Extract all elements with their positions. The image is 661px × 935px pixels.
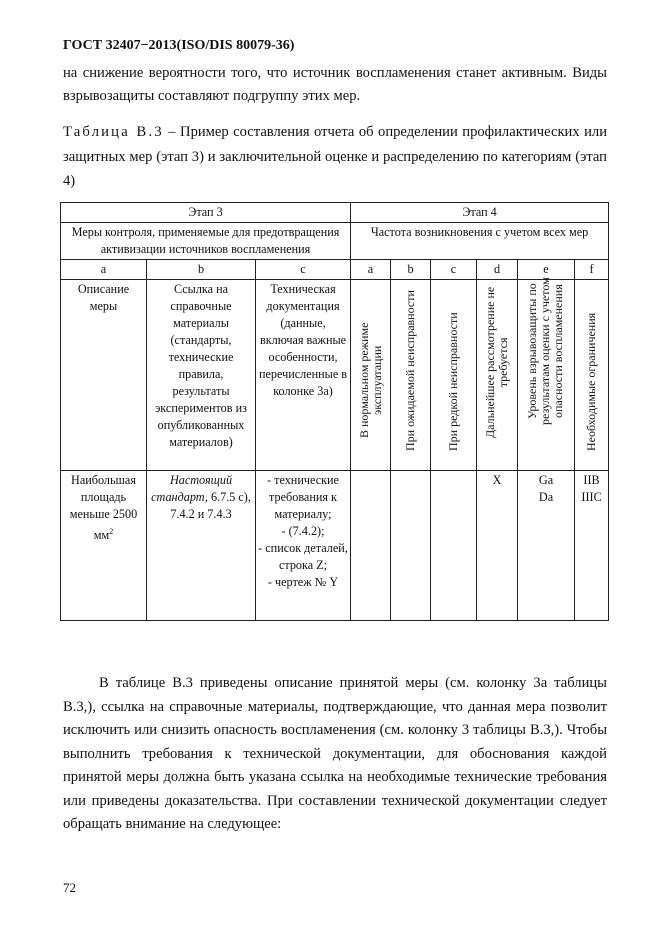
- vertical-label: эксплуатации: [369, 345, 384, 415]
- letter-cell: f: [575, 260, 609, 280]
- vertical-label: В нормальном режиме: [356, 322, 371, 438]
- stage3-subheading: Меры контроля, применяемые для предотвращения активизации источников воспламенения: [61, 223, 351, 260]
- letter-cell: c: [256, 260, 351, 280]
- table-row: [61, 471, 609, 621]
- col-4f-header: [575, 280, 609, 471]
- letter-cell: c: [431, 260, 477, 280]
- col-4c-header: [431, 280, 477, 471]
- row-protection-level: Ga Da: [518, 471, 575, 621]
- vertical-label: опасности воспламенения: [551, 284, 566, 419]
- vertical-label: результатам оценки с учетом: [538, 277, 553, 425]
- col-4b-header: [391, 280, 431, 471]
- row-cell-empty: [391, 471, 431, 621]
- col-a-header: Описание меры: [61, 280, 147, 471]
- row-documentation: - технические требования к материалу; - (7.4.2); - список деталей, строка Z; - чертеж № Y: [256, 471, 351, 621]
- letter-cell: b: [391, 260, 431, 280]
- stage4-heading: Этап 4: [351, 203, 609, 223]
- table-caption: [63, 120, 607, 194]
- col-4e-header: [518, 277, 575, 471]
- table-caption-label: Таблица В.3: [63, 124, 164, 140]
- letter-cell: d: [477, 260, 518, 280]
- letter-cell: a: [351, 260, 391, 280]
- vertical-label: Необходимые ограничения: [583, 312, 598, 451]
- vertical-label: При ожидаемой неисправности: [402, 290, 417, 451]
- report-table: [60, 202, 609, 621]
- vertical-label: Уровень взрывозащиты по: [525, 283, 540, 420]
- col-4d-header: [477, 280, 518, 471]
- letter-cell: e: [518, 260, 575, 280]
- body-paragraph: В таблице В.3 приведены описание принятой меры (см. колонку 3а таблицы В.3,), ссылка на справочные материалы, подтверждающие, что данная мера позволит исключить или снизить опасность воспламенения (см. колонку 3 таблицы В.3,). Чтобы выполнить требования к технической документации, для обоснования каждой принятой меры должна быть указана ссылка на необходимые технические требования или приведены доказательства. При составлении технической документации следует обращать внимание на следующее:: [63, 675, 607, 832]
- intro-paragraph: на снижение вероятности того, что источник воспламенения станет активным. Виды взрывозащиты составляют подгруппу этих мер.: [63, 65, 607, 104]
- document-header: ГОСТ 32407−2013(ISO/DIS 80079-36): [63, 38, 295, 53]
- row-reference: Настоящий стандарт, 6.7.5 c), 7.4.2 и 7.4.3: [147, 471, 256, 621]
- vertical-label: Дальнейшее рассмотрение не: [483, 286, 498, 438]
- row-cell-empty: [351, 471, 391, 621]
- vertical-label: При редкой неисправности: [445, 312, 460, 451]
- row-measure-description: Наибольшая площадь меньше 2500 $мм^2$: [61, 471, 147, 621]
- page-number: 72: [63, 880, 76, 895]
- stage3-heading: Этап 3: [61, 203, 351, 223]
- letter-cell: b: [147, 260, 256, 280]
- table-caption-text: – Пример составления отчета об определении профилактических или защитных мер (этап 3) и заключительной оценке и распределению по категориям (этап 4): [63, 124, 607, 189]
- row-restrictions: IIB IIIC: [575, 471, 609, 621]
- col-b-header: Ссылка на справочные материалы (стандарты, технические правила, результаты экспериментов из опубликованных материалов): [147, 280, 256, 471]
- vertical-label: требуется: [496, 337, 511, 388]
- row-cell-empty: [431, 471, 477, 621]
- row-no-further-review: X: [477, 471, 518, 621]
- letter-cell: a: [61, 260, 147, 280]
- col-4a-header: [351, 280, 391, 471]
- col-c-header: Техническая документация (данные, включая важные особенности, перечисленные в колонке 3а): [256, 280, 351, 471]
- column-header-row: [61, 280, 609, 471]
- stage4-subheading: Частота возникновения с учетом всех мер: [351, 223, 609, 260]
